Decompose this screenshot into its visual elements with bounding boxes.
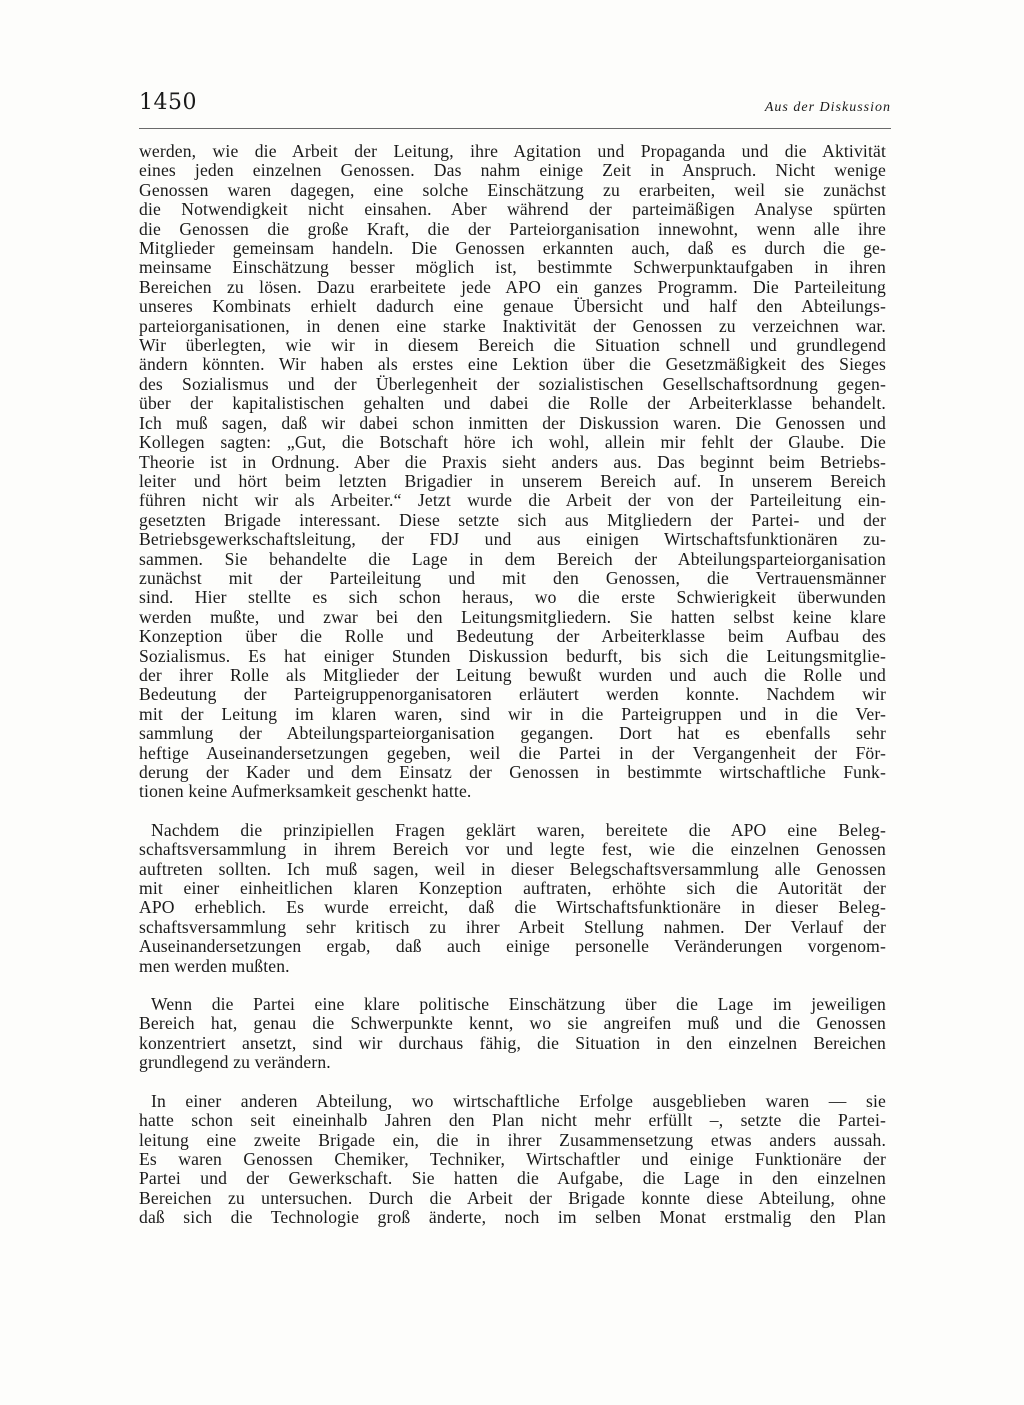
text-line: daß sich die Technologie groß änderte, noch im selben Monat erstmalig den Plan bbox=[139, 1208, 886, 1228]
text-line: Ich muß sagen, daß wir dabei schon inmitten der Diskussion waren. Die Genossen und bbox=[139, 413, 886, 433]
body-text bbox=[139, 142, 886, 1228]
text-line: ändern könnten. Wir haben als erstes eine Lektion über die Gesetzmäßigkeit des Sieges bbox=[139, 355, 886, 375]
text-line: konzentriert ansetzt, sind wir durchaus fähig, die Situation in den einzelnen Bereichen bbox=[139, 1033, 886, 1053]
text-line: Es waren Genossen Chemiker, Techniker, Wirtschaftler und einige Funktionäre der bbox=[139, 1149, 886, 1169]
text-line: heftige Auseinandersetzungen gegeben, weil die Partei in der Vergangenheit der För- bbox=[139, 743, 886, 763]
text-line: In einer anderen Abteilung, wo wirtschaftliche Erfolge ausgeblieben waren — sie bbox=[151, 1091, 886, 1111]
text-line: Bereichen zu lösen. Dazu erarbeitete jede APO ein ganzes Programm. Die Parteileitung bbox=[139, 277, 886, 297]
text-line: werden mußte, und zwar bei den Leitungsmitgliedern. Sie hatten selbst keine klare bbox=[139, 607, 886, 627]
text-line: sammen. Sie behandelte die Lage in dem Bereich der Abteilungsparteiorganisation bbox=[139, 549, 886, 569]
text-line: Kollegen sagten: „Gut, die Botschaft höre ich wohl, allein mir fehlt der Glaube. Die bbox=[139, 433, 886, 453]
text-line: eines jeden einzelnen Genossen. Das nahm einige Zeit in Anspruch. Nicht wenige bbox=[139, 161, 886, 181]
text-line: Bereich hat, genau die Schwerpunkte kennt, wo sie angreifen muß und die Genossen bbox=[139, 1014, 886, 1034]
text-line: Genossen waren dagegen, eine solche Einschätzung zu erarbeiten, weil sie zunächst bbox=[139, 180, 886, 200]
text-line: schaftsversammlung sehr kritisch zu ihrer Arbeit Stellung nahmen. Der Verlauf der bbox=[139, 917, 886, 937]
text-line: Wenn die Partei eine klare politische Einschätzung über die Lage im jeweiligen bbox=[151, 995, 886, 1015]
text-line: gesetzten Brigade interessant. Diese setzte sich aus Mitgliedern der Partei- und der bbox=[139, 510, 886, 530]
text-line: mit der Leitung im klaren waren, sind wir in die Parteigruppen und in die Ver- bbox=[139, 704, 886, 724]
text-line: leitung eine zweite Brigade ein, die in ihrer Zusammensetzung etwas anders aussah. bbox=[139, 1130, 886, 1150]
text-line: APO erheblich. Es wurde erreicht, daß die Wirtschaftsfunktionäre in dieser Beleg- bbox=[139, 898, 886, 918]
paragraph-2 bbox=[139, 821, 886, 976]
text-line: parteiorganisationen, in denen eine starke Inaktivität der Genossen zu verzeichnen war. bbox=[139, 316, 886, 336]
page-number: 1450 bbox=[139, 90, 197, 115]
text-line: über der kapitalistischen gehalten und dabei die Rolle der Arbeiterklasse behandelt. bbox=[139, 394, 886, 414]
text-line: sind. Hier stellte es sich schon heraus, wo die erste Schwierigkeit überwunden bbox=[139, 588, 886, 608]
text-line: Betriebsgewerkschaftsleitung, der FDJ und aus einigen Wirtschaftsfunktionären zu- bbox=[139, 530, 886, 550]
paragraph-4 bbox=[139, 1092, 886, 1228]
text-line: werden, wie die Arbeit der Leitung, ihre Agitation und Propaganda und die Aktivität bbox=[139, 142, 886, 161]
text-line: der ihrer Rolle als Mitglieder der Leitung bewußt wurden und auch die Rolle und bbox=[139, 665, 886, 685]
text-line: Theorie ist in Ordnung. Aber die Praxis sieht anders aus. Das beginnt beim Betriebs- bbox=[139, 452, 886, 472]
text-line: men werden mußten. bbox=[139, 956, 290, 976]
text-line: des Sozialismus und der Überlegenheit der sozialistischen Gesellschaftsordnung gegen- bbox=[139, 374, 886, 394]
text-line: grundlegend zu verändern. bbox=[139, 1053, 331, 1073]
text-line: Konzeption über die Rolle und Bedeutung der Arbeiterklasse beim Aufbau des bbox=[139, 627, 886, 647]
text-line: schaftsversammlung in ihrem Bereich vor und legte fest, wie die einzelnen Genossen bbox=[139, 840, 886, 860]
text-line: Bereichen zu untersuchen. Durch die Arbeit der Brigade konnte diese Abteilung, ohne bbox=[139, 1188, 886, 1208]
paragraph-3 bbox=[139, 995, 886, 1073]
text-line: meinsame Einschätzung besser möglich ist, bestimmte Schwerpunktaufgaben in ihren bbox=[139, 258, 886, 278]
text-line: derung der Kader und dem Einsatz der Genossen in bestimmte wirtschaftliche Funk- bbox=[139, 763, 886, 782]
text-line: Partei und der Gewerkschaft. Sie hatten die Aufgabe, die Lage in den einzelnen bbox=[139, 1169, 886, 1189]
text-line: auftreten sollten. Ich muß sagen, weil in dieser Belegschaftsversammlung alle Genossen bbox=[139, 859, 886, 879]
text-line: Auseinandersetzungen ergab, daß auch einige personelle Veränderungen vorgenom- bbox=[139, 937, 886, 957]
header-rule bbox=[139, 128, 891, 129]
text-line: Mitglieder gemeinsam handeln. Die Genossen erkannten auch, daß es durch die ge- bbox=[139, 239, 886, 259]
text-line: Nachdem die prinzipiellen Fragen geklärt waren, bereitete die APO eine Beleg- bbox=[151, 820, 886, 840]
text-line: die Genossen die große Kraft, die der Parteiorganisation innewohnt, wenn alle ihre bbox=[139, 219, 886, 239]
text-line: Bedeutung der Parteigruppenorganisatoren erläutert werden konnte. Nachdem wir bbox=[139, 685, 886, 705]
text-line: die Notwendigkeit nicht einsahen. Aber während der parteimäßigen Analyse spürten bbox=[139, 200, 886, 220]
running-head: Aus der Diskussion bbox=[764, 100, 891, 115]
text-line: Sozialismus. Es hat einiger Stunden Diskussion bedurft, bis sich die Leitungsmitglie- bbox=[139, 646, 886, 666]
text-line: Wir überlegten, wie wir in diesem Bereich die Situation schnell und grundlegend bbox=[139, 336, 886, 356]
text-line: hatte schon seit eineinhalb Jahren den Plan nicht mehr erfüllt –, setzte die Partei- bbox=[139, 1111, 886, 1131]
text-line: mit einer einheitlichen klaren Konzeption auftraten, erhöhte sich die Autorität der bbox=[139, 879, 886, 899]
text-line: unseres Kombinats erhielt dadurch eine genaue Übersicht und half den Abteilungs- bbox=[139, 297, 886, 317]
text-line: zunächst mit der Parteileitung und mit den Genossen, die Vertrauensmänner bbox=[139, 568, 886, 588]
text-line: sammlung der Abteilungsparteiorganisation gegangen. Dort hat es ebenfalls sehr bbox=[139, 724, 886, 744]
paragraph-1 bbox=[139, 142, 886, 802]
text-line: tionen keine Aufmerksamkeit geschenkt hatte. bbox=[139, 782, 472, 802]
text-line: leiter und hört beim letzten Brigadier in unserem Bereich auf. In unserem Bereich bbox=[139, 471, 886, 491]
text-line: führen nicht wir als Arbeiter.“ Jetzt wurde die Arbeit der von der Parteileitung ein- bbox=[139, 491, 886, 511]
